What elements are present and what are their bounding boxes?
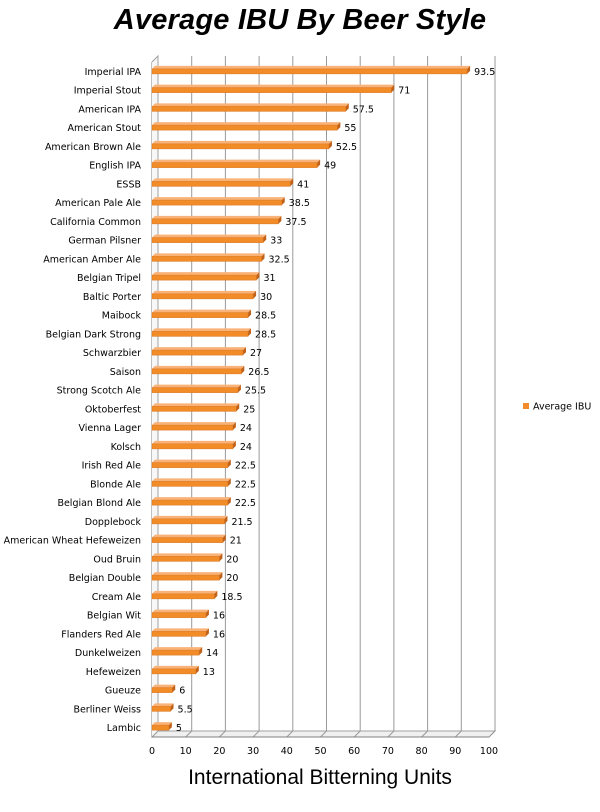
category-label: Oud Bruin: [93, 554, 141, 566]
bar: [152, 706, 171, 711]
bar-top: [152, 178, 293, 181]
bar-top: [152, 272, 259, 275]
x-tick-label: 20: [213, 746, 226, 757]
category-label: Dunkelweizen: [74, 648, 141, 660]
category-label: Belgian Tripel: [77, 273, 141, 285]
bar: [152, 69, 467, 74]
category-label: Imperial IPA: [84, 66, 141, 78]
bar-top: [152, 478, 231, 481]
bar: [152, 613, 206, 618]
bar-value-label: 41: [297, 179, 310, 191]
bar-top: [152, 422, 236, 425]
category-label: Belgian Double: [68, 573, 141, 585]
bar-value-label: 13: [202, 666, 215, 678]
bar-top: [152, 160, 320, 163]
bar: [152, 219, 278, 224]
category-label: American Stout: [67, 123, 141, 135]
category-label: Gueuze: [104, 685, 141, 697]
bar-top: [152, 122, 340, 125]
bar-top: [152, 141, 332, 144]
bar-value-label: 22.5: [234, 498, 256, 510]
category-label: Imperial Stout: [73, 85, 141, 97]
bar-top: [152, 385, 241, 388]
bar-value-label: 22.5: [234, 479, 256, 491]
bar-value-label: 16: [212, 629, 226, 641]
x-tick-label: 90: [449, 746, 462, 757]
bar: [152, 406, 236, 411]
x-tick-label: 0: [148, 746, 156, 757]
bar: [152, 388, 238, 393]
bar-top: [152, 553, 222, 556]
x-tick-label: 70: [381, 746, 394, 757]
x-tick-label: 30: [247, 746, 260, 757]
bar-top: [152, 441, 236, 444]
bar: [152, 575, 219, 580]
bar-value-label: 93.5: [474, 66, 496, 78]
bar-top: [152, 516, 227, 519]
category-label: Lambic: [106, 723, 141, 735]
category-label: Flanders Red Ale: [61, 629, 141, 641]
bar-value-label: 14: [206, 648, 219, 660]
bar-top: [152, 535, 226, 538]
bar-top: [152, 291, 256, 294]
bar-top: [152, 722, 172, 725]
bar-value-label: 5: [175, 723, 182, 735]
bar-top: [152, 591, 217, 594]
bar-top: [152, 253, 265, 256]
bar-value-label: 30: [260, 291, 273, 303]
bar: [152, 519, 224, 524]
bar-top: [152, 103, 349, 106]
chart-title: Average IBU By Beer Style: [113, 4, 487, 36]
x-tick-label: 80: [415, 746, 428, 757]
category-label: Schwarzbier: [82, 348, 141, 360]
bar-top: [152, 197, 285, 200]
bar-top: [152, 628, 209, 631]
bar-value-label: 37.5: [285, 216, 307, 228]
bar-top: [152, 460, 231, 463]
bar: [152, 500, 228, 505]
category-label: American Amber Ale: [43, 254, 141, 266]
bar-value-label: 57.5: [352, 104, 374, 116]
bar-value-label: 27: [249, 348, 263, 360]
x-tick-label: 100: [479, 746, 499, 757]
bar-top: [152, 66, 470, 69]
bar-value-label: 25.5: [244, 385, 267, 397]
bar-value-label: 33: [270, 235, 283, 247]
bar-top: [152, 666, 199, 669]
bar: [152, 538, 223, 543]
category-label: ESSB: [116, 179, 141, 191]
bar-top: [152, 216, 281, 219]
x-tick-label: 50: [314, 746, 327, 757]
x-tick-label: 40: [280, 746, 293, 757]
bar-top: [152, 703, 174, 706]
bar: [152, 294, 253, 299]
bar: [152, 275, 256, 280]
bar-value-label: 5.5: [177, 704, 193, 716]
category-label: California Common: [50, 216, 141, 228]
bar-value-label: 25: [243, 404, 256, 416]
category-label: English IPA: [89, 160, 141, 172]
bar: [152, 669, 196, 674]
bar-value-label: 21: [229, 535, 242, 547]
bar: [152, 106, 346, 111]
bar-top: [152, 685, 175, 688]
bar-top: [152, 572, 222, 575]
bar: [152, 369, 241, 374]
bar: [152, 425, 233, 430]
bar-value-label: 32.5: [268, 254, 290, 266]
legend-label: Average IBU: [533, 401, 592, 413]
category-label: Saison: [109, 366, 141, 378]
category-label: Belgian Wit: [86, 610, 141, 622]
bar-top: [152, 366, 244, 369]
bar-value-label: 28.5: [255, 310, 277, 322]
bar-top: [152, 347, 246, 350]
bar: [152, 725, 169, 730]
bar: [152, 163, 317, 168]
bar: [152, 331, 248, 336]
bar-value-label: 26.5: [248, 366, 270, 378]
x-axis-label: International Bitterning Units: [188, 766, 452, 789]
bar-top: [152, 497, 231, 500]
bar-value-label: 49: [324, 160, 337, 172]
bar-value-label: 22.5: [234, 460, 256, 472]
bar: [152, 444, 233, 449]
category-label: Belgian Blond Ale: [57, 498, 141, 510]
category-label: Cream Ale: [91, 591, 141, 603]
category-label: Baltic Porter: [82, 291, 141, 303]
category-label: German Pilsner: [68, 235, 141, 247]
bar: [152, 556, 219, 561]
bar: [152, 256, 262, 261]
bar-value-label: 28.5: [255, 329, 277, 341]
category-label: American IPA: [78, 104, 141, 116]
category-label: Belgian Dark Strong: [45, 329, 141, 341]
bar-value-label: 20: [226, 573, 239, 585]
category-label: Vienna Lager: [78, 423, 141, 435]
bar: [152, 688, 172, 693]
x-tick-label: 10: [179, 746, 192, 757]
bar-top: [152, 647, 202, 650]
bar: [152, 313, 248, 318]
bar-top: [152, 235, 266, 238]
category-label: Irish Red Ale: [81, 460, 141, 472]
bar-top: [152, 610, 209, 613]
x-tick-label: 60: [348, 746, 361, 757]
category-label: Berliner Weiss: [73, 704, 141, 716]
category-label: Dopplebock: [84, 516, 141, 528]
category-label: Strong Scotch Ale: [56, 385, 141, 397]
category-label: Hefeweizen: [85, 666, 141, 678]
bar: [152, 88, 391, 93]
bar-value-label: 18.5: [221, 591, 243, 603]
bar-top: [152, 310, 251, 313]
category-label: Kolsch: [110, 441, 141, 453]
bar-top: [152, 403, 239, 406]
bar-value-label: 16: [212, 610, 226, 622]
bar: [152, 481, 228, 486]
category-label: Maibock: [101, 310, 141, 322]
bar-value-label: 31: [263, 273, 276, 285]
bar-value-label: 55: [344, 123, 357, 135]
legend-swatch: [523, 403, 529, 409]
bar: [152, 200, 282, 205]
bar: [152, 125, 337, 130]
category-label: Blonde Ale: [90, 479, 141, 491]
bar: [152, 238, 263, 243]
bar-value-label: 21.5: [231, 516, 253, 528]
bar: [152, 144, 329, 149]
bar-value-label: 20: [226, 554, 239, 566]
category-label: American Wheat Hefeweizen: [3, 535, 141, 547]
bar-top: [152, 85, 394, 88]
category-label: Oktoberfest: [84, 404, 141, 416]
bar: [152, 181, 290, 186]
category-label: American Pale Ale: [55, 198, 141, 210]
bar: [152, 650, 199, 655]
bar-value-label: 52.5: [335, 141, 358, 153]
bar-value-label: 6: [179, 685, 186, 697]
category-label: American Brown Ale: [44, 141, 141, 153]
bar: [152, 594, 214, 599]
bar-value-label: 24: [239, 423, 252, 435]
bar: [152, 631, 206, 636]
bar-value-label: 24: [239, 441, 252, 453]
bar-top: [152, 328, 251, 331]
bar: [152, 350, 243, 355]
bar-value-label: 38.5: [288, 198, 310, 210]
bar-value-label: 71: [398, 85, 411, 97]
bar: [152, 463, 228, 468]
